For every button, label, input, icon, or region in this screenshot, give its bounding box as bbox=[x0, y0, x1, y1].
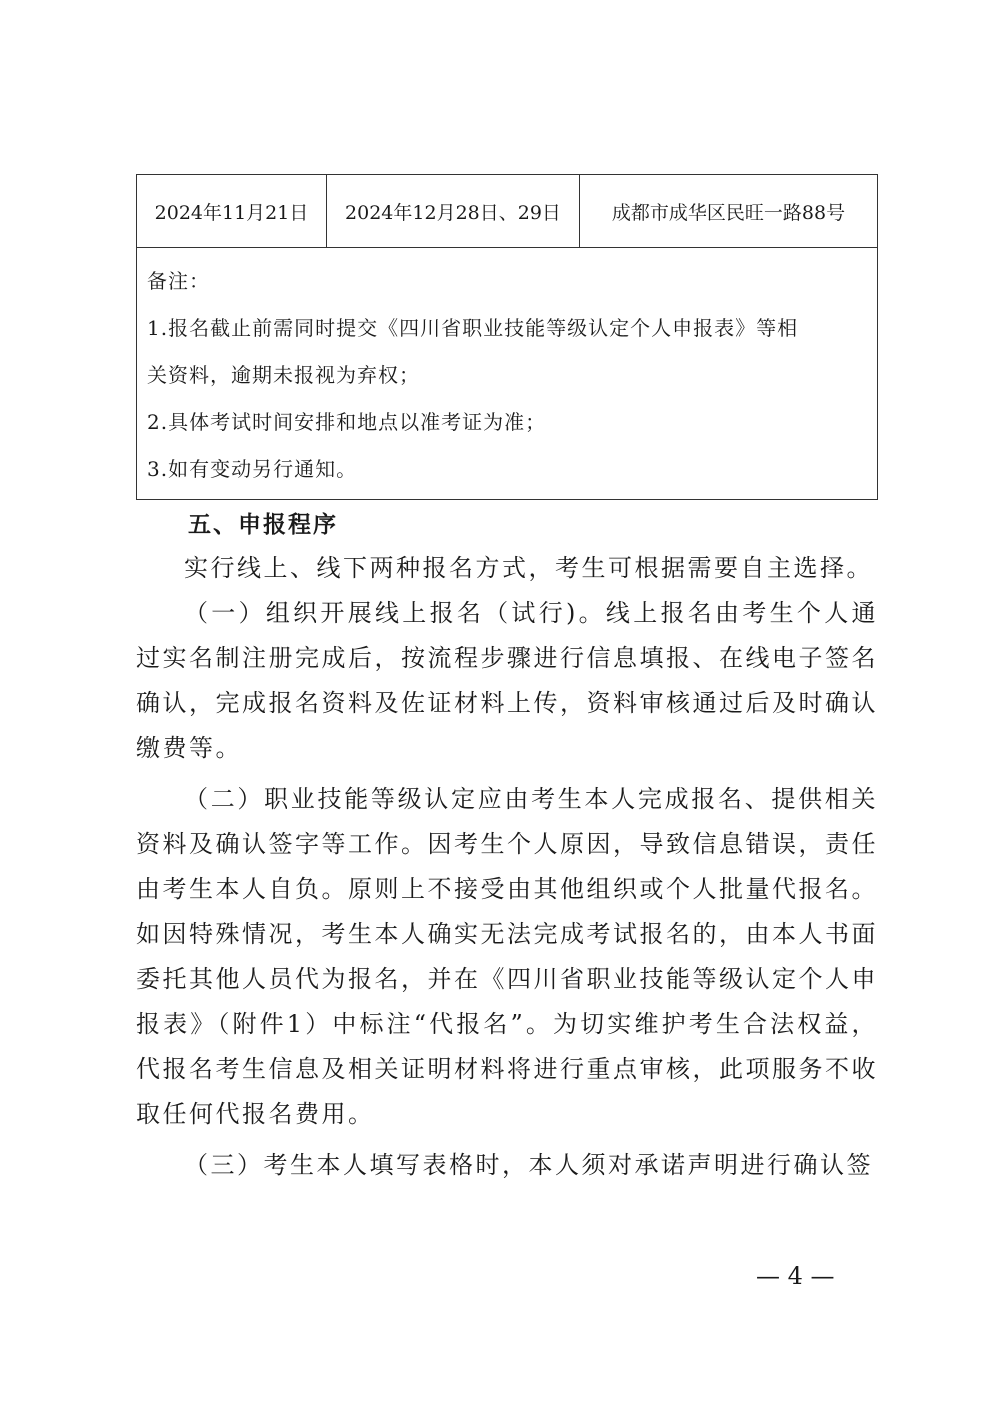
paragraph: （三）考生本人填写表格时，本人须对承诺声明进行确认签 bbox=[184, 1151, 873, 1179]
table-notes bbox=[137, 248, 877, 499]
exam-date-cell: 2024年12月28日、29日 bbox=[327, 175, 580, 247]
registration-deadline-cell: 2024年11月21日 bbox=[137, 175, 327, 247]
note-line: 关资料，逾期未报视为弃权； bbox=[147, 363, 420, 387]
note-line: 3.如有变动另行通知。 bbox=[147, 457, 358, 481]
schedule-table bbox=[136, 174, 878, 500]
section-content bbox=[136, 504, 878, 1188]
note-line: 2.具体考试时间安排和地点以准考证为准； bbox=[147, 410, 547, 434]
exam-location-cell: 成都市成华区民旺一路88号 bbox=[611, 201, 846, 224]
note-line: 1.报名截止前需同时提交《四川省职业技能等级认定个人申报表》等相 bbox=[147, 316, 799, 340]
paragraph: 实行线上、线下两种报名方式，考生可根据需要自主选择。 bbox=[184, 554, 873, 582]
paragraph: （二）职业技能等级认定应由考生本人完成报名、提供相关资料及确认签字等工作。因考生个人原因，导致信息错误，责任由考生本人自负。原则上不接受由其他组织或个人批量代报名。如因特殊情况，考生本人确实无法完成考试报名的，由本人书面委托其他人员代为报名，并在《四川省职业技能等级认定个人申报表》（附件1）中标注“代报名”。为切实维护考生合法权益，代报名考生信息及相关证明材料将进行重点审核，此项服务不收取任何代报名费用。 bbox=[136, 785, 878, 1128]
paragraph: （一）组织开展线上报名（试行)。线上报名由考生个人通过实名制注册完成后，按流程步骤进行信息填报、在线电子签名确认，完成报名资料及佐证材料上传，资料审核通过后及时确认缴费等。 bbox=[136, 599, 878, 762]
table-row bbox=[137, 175, 877, 248]
page-number: — 4 — bbox=[756, 1262, 835, 1290]
notes-label: 备注： bbox=[147, 269, 210, 293]
section-heading: 五、申报程序 bbox=[188, 512, 338, 538]
